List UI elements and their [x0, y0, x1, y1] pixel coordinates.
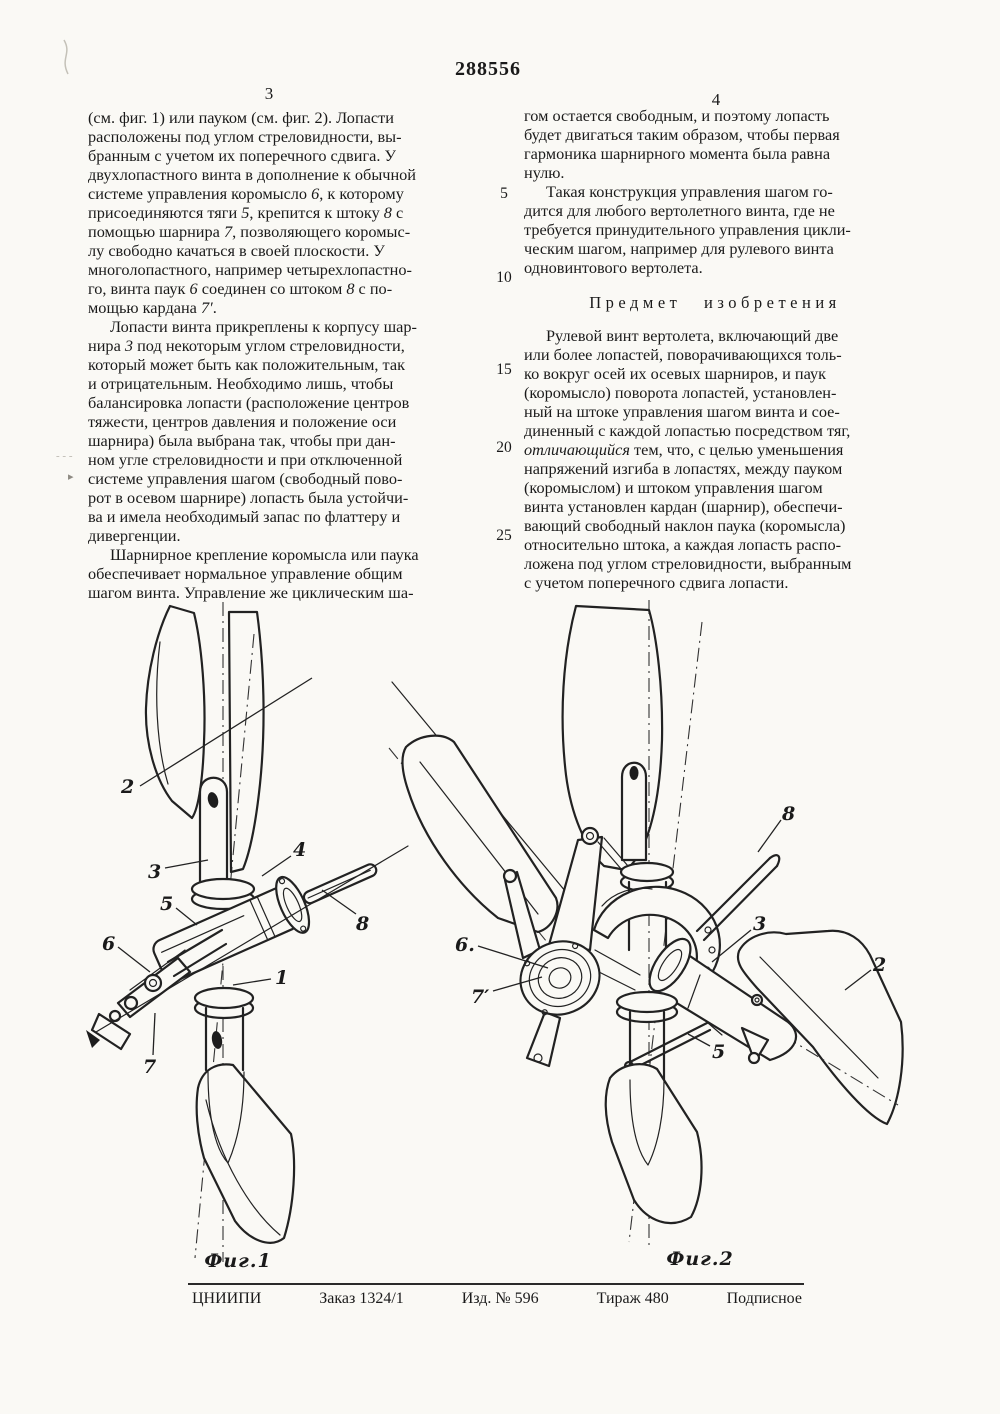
line-number-marker: 10 — [496, 269, 512, 286]
footer-item: ЦНИИПИ — [192, 1290, 262, 1307]
text-line: винта установлен кардан (шарнир), обеспечи- — [524, 497, 843, 516]
text-line: ный на штоке управления шагом винта и сое- — [524, 402, 840, 421]
text-line: относительно штока, а каждая лопасть распо- — [524, 535, 842, 554]
text-line: многолопастного, например четырехлопастно- — [88, 260, 412, 279]
text-line: бранным с учетом их поперечного сдвига. У — [88, 146, 397, 165]
part-number-label: 1 — [275, 967, 289, 989]
text-line: гом остается свободным, и поэтому лопасть — [524, 106, 830, 125]
footer-imprint — [192, 1290, 802, 1308]
footer-rule — [188, 1283, 804, 1285]
right-column-claim — [524, 326, 906, 592]
part-number-label: 2 — [121, 776, 135, 798]
pencil-dashes: - - - — [56, 450, 73, 462]
text-line: дится для любого вертолетного винта, где не — [524, 201, 835, 220]
text-line: мощью кардана 7′. — [88, 298, 217, 317]
text-line: одновинтового вертолета. — [524, 258, 703, 277]
text-line: требуется принудительного управления цикли- — [524, 220, 851, 239]
text-line: и отрицательным. Необходимо лишь, чтобы — [88, 374, 394, 393]
part-number-label: 4 — [293, 839, 307, 861]
part-number-label: 8 — [782, 803, 796, 825]
text-line: ко вокруг осей их осевых шарниров, и паук — [524, 364, 827, 383]
text-line: вающий свободный наклон паука (коромысла) — [524, 516, 846, 535]
line-number-marker: 25 — [496, 527, 512, 544]
footer-item: Подписное — [726, 1290, 802, 1307]
text-line: ном угле стреловидности и при отключенной — [88, 450, 403, 469]
text-line: ложена под углом стреловидности, выбранным — [524, 554, 852, 573]
text-line: расположены под углом стреловидности, вы- — [88, 127, 402, 146]
text-line: или более лопастей, поворачивающихся толь- — [524, 345, 842, 364]
text-line: нира 3 под некоторым углом стреловидности, — [88, 336, 405, 355]
text-line: Шарнирное крепление коромысла или паука — [110, 545, 419, 564]
text-line: диненный с каждой лопастью посредством тяг, — [524, 421, 851, 440]
text-line: обеспечивает нормальное управление общим — [88, 564, 403, 583]
line-number-marker: 20 — [496, 439, 512, 456]
footer-item: Изд. № 596 — [461, 1290, 539, 1307]
text-line: нулю. — [524, 163, 565, 182]
line-number-gutter — [486, 0, 522, 600]
text-line: системе управления шагом (свободный пово- — [88, 469, 403, 488]
text-line: который может быть как положительным, так — [88, 355, 405, 374]
part-number-label: 7 — [143, 1056, 157, 1078]
text-line: тяжести, центров давления и положение оси — [88, 412, 397, 431]
text-line: (см. фиг. 1) или пауком (см. фиг. 2). Лопасти — [88, 108, 394, 127]
text-line: гармоника шарнирного момента была равна — [524, 144, 831, 163]
text-line: присоединяются тяги 5, крепится к штоку 8 с — [88, 203, 404, 222]
pencil-mark — [52, 32, 92, 82]
part-number-label: 6. — [455, 934, 475, 956]
line-number-marker: 15 — [496, 361, 512, 378]
text-line: Такая конструкция управления шагом го- — [546, 182, 833, 201]
part-number-label: 8 — [356, 913, 370, 935]
text-line: ческим шагом, например для рулевого винта — [524, 239, 834, 258]
text-line: шарнира) была выбрана так, чтобы при дан- — [88, 431, 396, 450]
text-line: отличающийся тем, что, с целью уменьшения — [524, 440, 844, 459]
patent-number: 288556 — [455, 58, 521, 80]
text-line: го, винта паук 6 соединен со штоком 8 с по- — [88, 279, 393, 298]
text-line: Рулевой винт вертолета, включающий две — [546, 326, 839, 345]
part-number-label: 5 — [712, 1041, 726, 1063]
left-column — [88, 108, 480, 602]
text-line: дивергенции. — [88, 526, 181, 545]
figure-2-caption: Фиг.2 — [666, 1248, 734, 1270]
text-line: напряжений изгиба в лопастях, между пауком — [524, 459, 843, 478]
margin-arrow: ▸ — [68, 471, 74, 483]
section-heading: Предмет изобретения — [589, 293, 841, 312]
part-number-label: 3 — [753, 913, 767, 935]
text-line: балансировка лопасти (расположение центров — [88, 393, 410, 412]
part-number-label: 6 — [102, 933, 116, 955]
text-line: двухлопастного винта в дополнение к обычной — [88, 165, 417, 184]
part-number-label: 7′ — [471, 986, 490, 1008]
figure-2-drawing — [385, 585, 915, 1285]
figure-1-drawing — [80, 595, 430, 1285]
text-line: будет двигаться таким образом, чтобы первая — [524, 125, 840, 144]
page-number-left: 3 — [264, 84, 274, 103]
figure-1-caption: Фиг.1 — [204, 1250, 272, 1272]
text-line: системе управления коромысло 6, к которому — [88, 184, 404, 203]
part-number-label: 3 — [148, 861, 162, 883]
text-line: с учетом поперечного сдвига лопасти. — [524, 573, 789, 592]
right-column-paragraphs — [524, 106, 906, 277]
footer-item: Заказ 1324/1 — [319, 1290, 404, 1307]
part-number-label: 5 — [160, 893, 174, 915]
text-line: шагом винта. Управление же циклическим ша- — [88, 583, 414, 602]
text-line: помощью шарнира 7, позволяющего коромыс- — [88, 222, 411, 241]
footer-item: Тираж 480 — [596, 1290, 669, 1307]
page-number-right: 4 — [711, 90, 721, 109]
text-line: рот в осевом шарнире) лопасть была устойчи- — [88, 488, 409, 507]
text-line: лу свободно качаться в своей плоскости. У — [88, 241, 385, 260]
text-line: (коромыслом) и штоком управления шагом — [524, 478, 823, 497]
text-line: ва и имела необходимый запас по флаттеру и — [88, 507, 401, 526]
line-number-marker: 5 — [500, 185, 508, 202]
text-line: Лопасти винта прикреплены к корпусу шар- — [110, 317, 417, 336]
part-number-label: 2 — [873, 954, 887, 976]
text-line: (коромысло) поворота лопастей, установлен- — [524, 383, 837, 402]
